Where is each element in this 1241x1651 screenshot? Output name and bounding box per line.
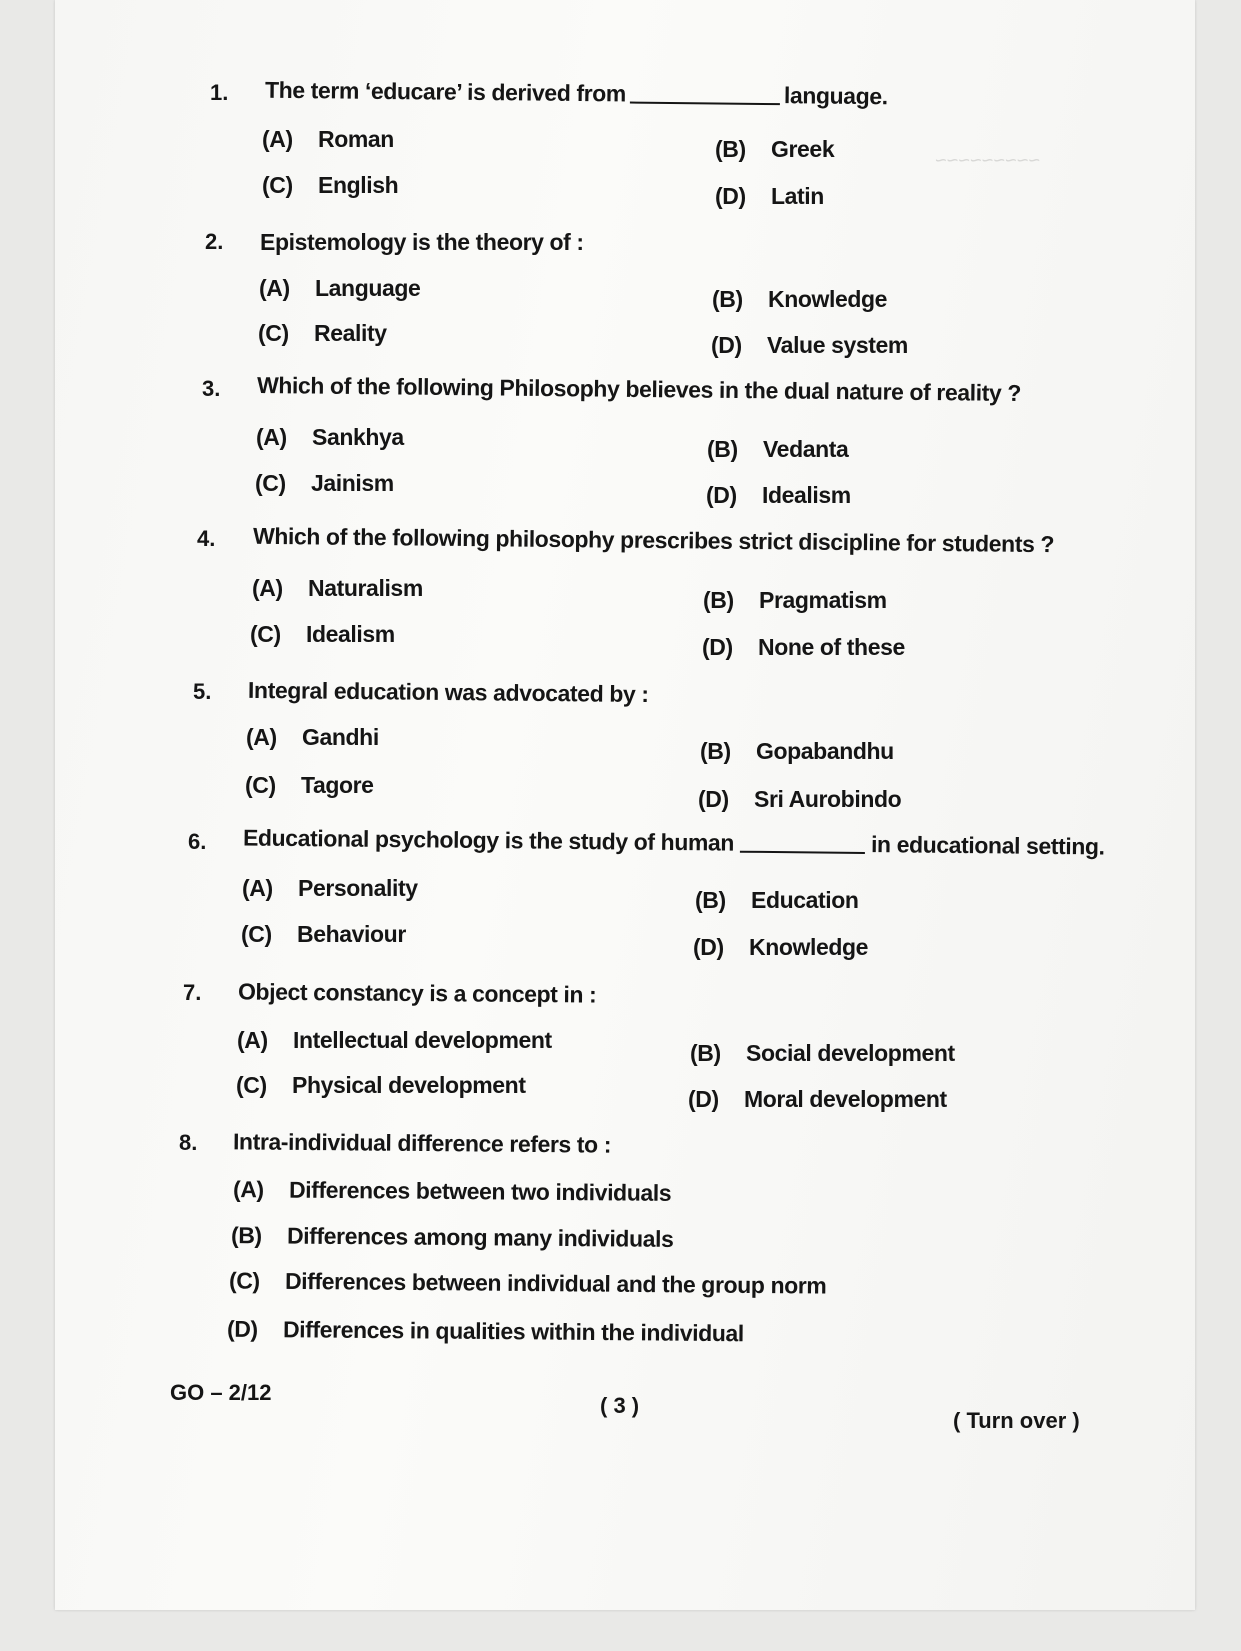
option-c: (C) Tagore (245, 772, 374, 798)
option-c: (C) English (262, 172, 399, 198)
option-a: (A) Gandhi (246, 724, 379, 750)
option-b: (B) Pragmatism (703, 587, 887, 613)
option-c: (C) Physical development (236, 1072, 526, 1098)
option-d: (D) None of these (702, 634, 905, 660)
option-b: (B) Vedanta (707, 436, 849, 462)
option-a: (A) Naturalism (252, 575, 423, 601)
question-text: Educational psychology is the study of human in educational setting. (242, 824, 1105, 860)
question-number: 3. (202, 376, 221, 401)
question-text: Intra-individual difference refers to : (232, 1128, 612, 1158)
option-a: (A) Differences between two individuals (232, 1176, 672, 1206)
paper-code: GO – 2/12 (170, 1380, 272, 1405)
answer-blank (630, 102, 780, 106)
question-number: 8. (179, 1130, 198, 1155)
option-a: (A) Intellectual development (237, 1027, 552, 1053)
option-b: (B) Knowledge (712, 286, 888, 312)
option-d: (D) Sri Aurobindo (698, 786, 902, 812)
option-c: (C) Idealism (250, 621, 395, 647)
option-d: (D) Differences in qualities within the individual (226, 1315, 744, 1347)
question-text: Epistemology is the theory of : (260, 229, 584, 255)
option-a: (A) Sankhya (256, 424, 404, 450)
option-d: (D) Latin (715, 183, 824, 209)
option-c: (C) Reality (258, 320, 387, 346)
option-b: (B) Greek (715, 136, 835, 162)
question-number: 7. (183, 980, 202, 1005)
question-text: Which of the following Philosophy believes in the dual nature of reality ? (256, 372, 1022, 406)
page-number: ( 3 ) (600, 1393, 640, 1418)
option-d: (D) Value system (711, 332, 908, 358)
option-d: (D) Idealism (706, 482, 851, 508)
question-number: 5. (193, 679, 212, 704)
question-text: Integral education was advocated by : (247, 676, 649, 708)
option-b: (B) Differences among many individuals (230, 1222, 674, 1252)
option-b: (B) Education (695, 887, 859, 913)
option-c: (C) Jainism (255, 470, 394, 496)
turn-over-note: ( Turn over ) (953, 1408, 1080, 1433)
option-d: (D) Knowledge (693, 934, 869, 960)
question-number: 4. (197, 526, 216, 551)
option-c: (C) Differences between individual and the group norm (228, 1267, 827, 1299)
option-b: (B) Social development (690, 1040, 955, 1066)
question-number: 6. (188, 829, 207, 854)
question-text: The term ‘educare’ is derived from language. (264, 76, 888, 110)
show-through-text: ~~~~~~~~~ (935, 150, 1041, 172)
answer-blank (740, 851, 865, 854)
option-a: (A) Personality (242, 875, 418, 901)
option-a: (A) Roman (262, 126, 394, 152)
option-a: (A) Language (259, 275, 421, 301)
option-d: (D) Moral development (688, 1086, 947, 1112)
question-text: Which of the following philosophy prescribes strict discipline for students ? (252, 522, 1055, 558)
question-number: 2. (205, 229, 224, 254)
option-b: (B) Gopabandhu (700, 738, 894, 764)
question-text: Object constancy is a concept in : (237, 978, 597, 1008)
question-number: 1. (210, 80, 229, 105)
exam-page (55, 0, 1195, 1610)
option-c: (C) Behaviour (241, 921, 406, 947)
